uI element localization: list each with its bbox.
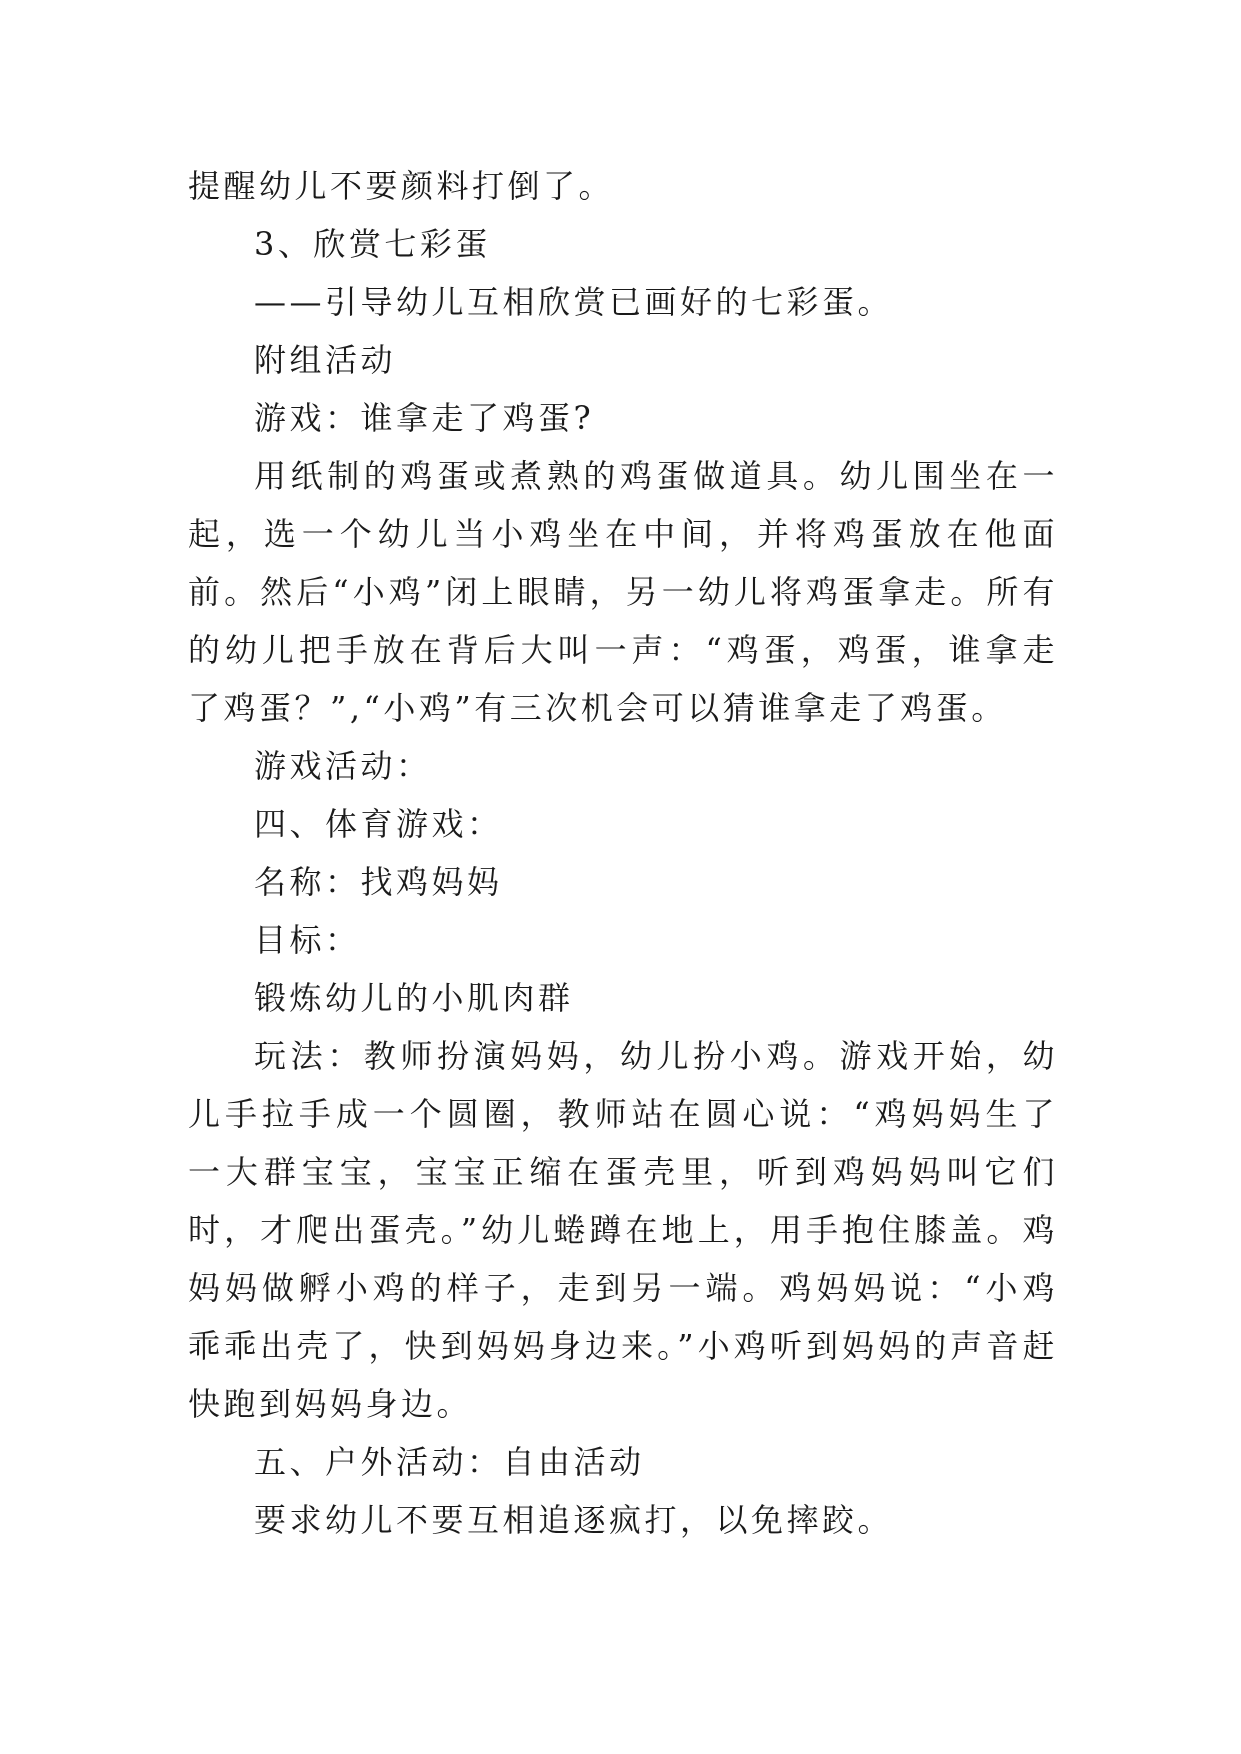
- paragraph-goal-text: 锻炼幼儿的小肌肉群: [254, 979, 574, 1017]
- paragraph-outdoor-requirement: 要求幼儿不要互相追逐疯打，以免摔跤。: [254, 1501, 894, 1539]
- paragraph-heading-group-activity: 附组活动: [254, 341, 397, 379]
- paragraph-heading-appreciate-eggs: 3、欣赏七彩蛋: [254, 225, 491, 263]
- document-body: [188, 157, 1058, 1549]
- paragraph-heading-game-activity: 游戏活动：: [254, 747, 432, 785]
- paragraph-game-name: 名称：找鸡妈妈: [254, 863, 503, 901]
- paragraph-reminder: 提醒幼儿不要颜料打倒了。: [188, 167, 615, 205]
- paragraph-guide-appreciation: ——引导幼儿互相欣赏已画好的七彩蛋。: [254, 283, 894, 321]
- paragraph-game-description: 用纸制的鸡蛋或煮熟的鸡蛋做道具。幼儿围坐在一起，选一个幼儿当小鸡坐在中间，并将鸡蛋放在他面前。然后“小鸡”闭上眼睛，另一幼儿将鸡蛋拿走。所有的幼儿把手放在背后大叫一声：“鸡蛋，鸡蛋，谁拿走了鸡蛋？”,“小鸡”有三次机会可以猜谁拿走了鸡蛋。: [188, 457, 1058, 727]
- paragraph-heading-pe-game: 四、体育游戏：: [254, 805, 503, 843]
- paragraph-goal-label: 目标：: [254, 921, 361, 959]
- paragraph-heading-outdoor: 五、户外活动：自由活动: [254, 1443, 645, 1481]
- paragraph-game-title: 游戏：谁拿走了鸡蛋?: [254, 399, 595, 437]
- paragraph-how-to-play: 玩法：教师扮演妈妈，幼儿扮小鸡。游戏开始，幼儿手拉手成一个圆圈，教师站在圆心说：“鸡妈妈生了一大群宝宝，宝宝正缩在蛋壳里，听到鸡妈妈叫它们时，才爬出蛋壳。”幼儿蜷蹲在地上，用手抱住膝盖。鸡妈妈做孵小鸡的样子，走到另一端。鸡妈妈说：“小鸡乖乖出壳了，快到妈妈身边来。”小鸡听到妈妈的声音赶快跑到妈妈身边。: [188, 1037, 1058, 1423]
